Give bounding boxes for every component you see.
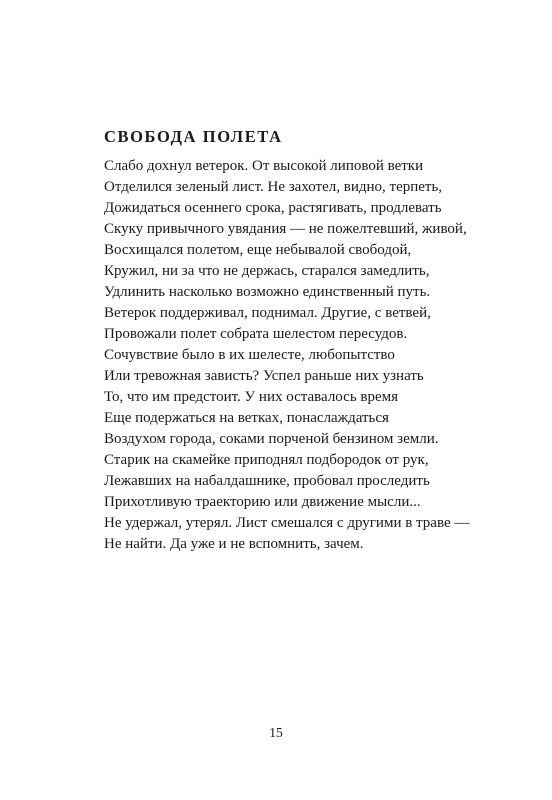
poem-line: Старик на скамейке приподнял подбородок от рук,: [104, 452, 429, 468]
poem-line: Удлинить насколько возможно единственный путь.: [104, 284, 431, 300]
poem-title: СВОБОДА ПОЛЕТА: [104, 127, 283, 146]
poem-line: Воздухом города, соками порченой бензином земли.: [104, 431, 439, 447]
poem-line: Не удержал, утерял. Лист смешался с другими в траве —: [104, 515, 470, 531]
poem-line: Восхищался полетом, еще небывалой свободой,: [104, 242, 412, 258]
poem-line: Прихотливую траекторию или движение мысли...: [104, 494, 421, 510]
poem-line: Лежавших на набалдашнике, пробовал проследить: [104, 473, 430, 489]
poem-line: Скуку привычного увядания — не пожелтевший, живой,: [104, 221, 467, 237]
poem-line: Отделился зеленый лист. Не захотел, видно, терпеть,: [104, 179, 443, 195]
poem-line: Или тревожная зависть? Успел раньше них узнать: [104, 368, 424, 384]
poem-line: Слабо дохнул ветерок. От высокой липовой ветки: [104, 158, 424, 174]
poem-line: Не найти. Да уже и не вспомнить, зачем.: [104, 536, 364, 552]
poem-line: Провожали полет собрата шелестом пересудов.: [104, 326, 408, 342]
poem-line: Сочувствие было в их шелесте, любопытство: [104, 347, 395, 363]
poem-line: Ветерок поддерживал, поднимал. Другие, с ветвей,: [104, 305, 431, 321]
poem-line: То, что им предстоит. У них оставалось время: [104, 389, 399, 405]
poem-line: Дожидаться осеннего срока, растягивать, продлевать: [104, 200, 442, 216]
page-number: 15: [269, 725, 283, 740]
poem-line: Кружил, ни за что не держась, старался замедлить,: [104, 263, 430, 279]
poem-line: Еще подержаться на ветках, понаслаждаться: [104, 410, 389, 426]
poem-body: [104, 156, 469, 555]
